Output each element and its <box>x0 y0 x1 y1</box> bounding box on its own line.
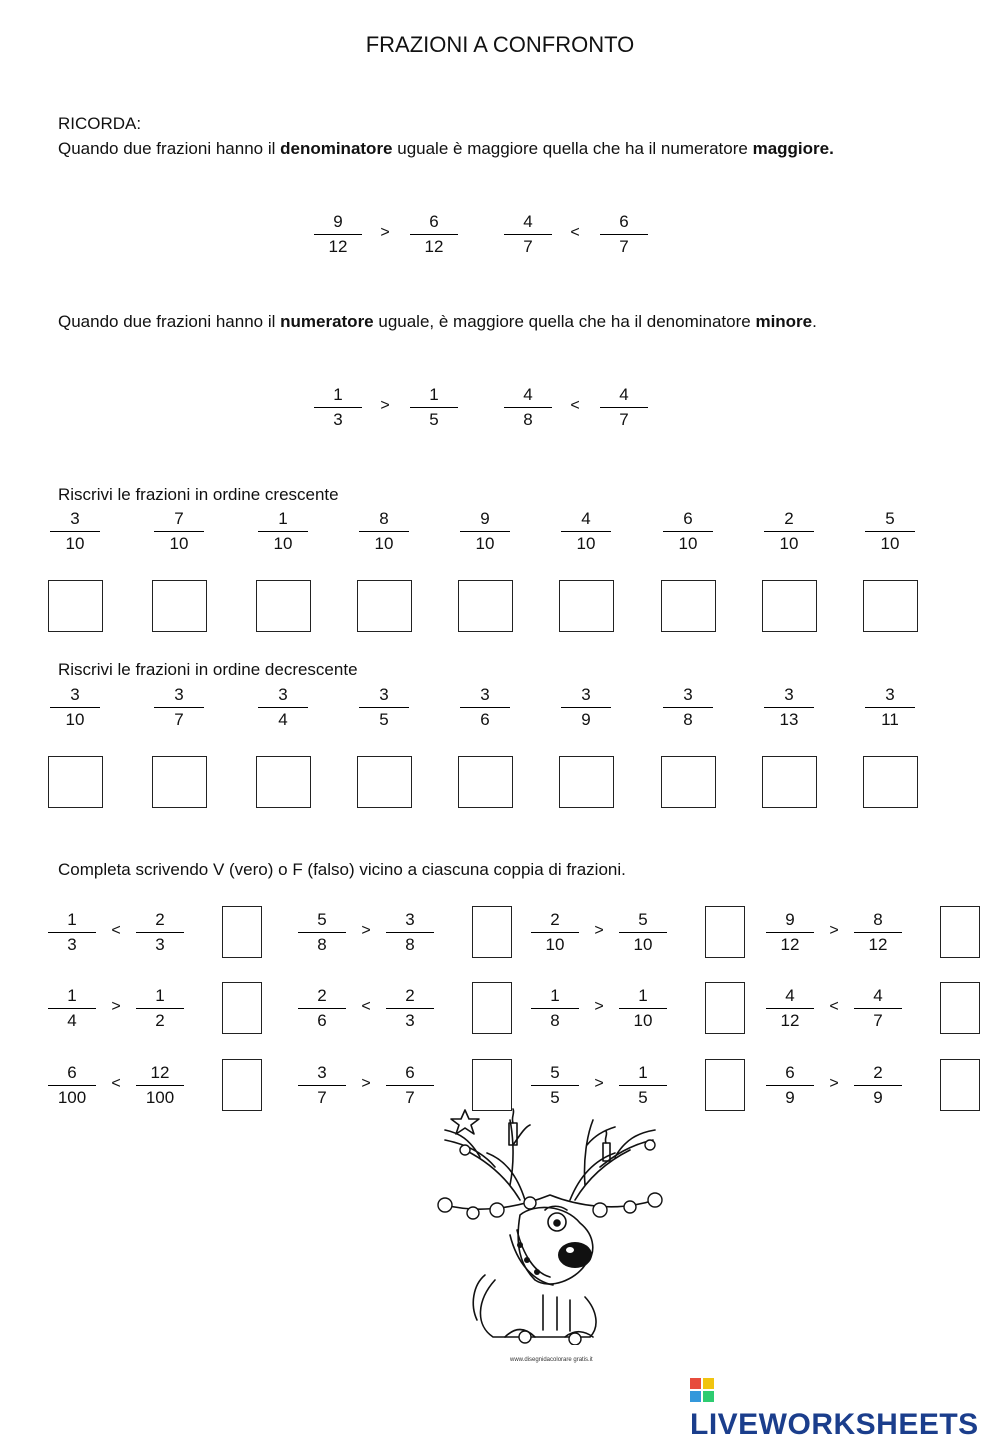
order-fraction <box>764 685 814 730</box>
numerator: 9 <box>785 910 795 929</box>
numerator: 3 <box>581 685 591 704</box>
comparison-operator: > <box>594 922 604 939</box>
denominator: 13 <box>779 710 799 729</box>
example-fraction-left <box>504 212 552 257</box>
fraction-bar <box>504 234 552 235</box>
fraction-bar <box>359 531 409 532</box>
tf-fraction-right <box>854 1063 902 1108</box>
numerator: 1 <box>429 385 439 404</box>
fraction-bar <box>314 407 362 408</box>
fraction-bar <box>136 1085 184 1086</box>
comparison-operator: > <box>380 397 390 414</box>
reindeer-illustration <box>425 1105 675 1345</box>
tf-fraction-right <box>386 910 434 955</box>
numerator: 8 <box>873 910 883 929</box>
page-title: FRAZIONI A CONFRONTO <box>365 32 635 57</box>
tf-fraction-right <box>136 910 184 955</box>
denominator: 8 <box>405 935 415 954</box>
fraction-bar <box>258 707 308 708</box>
comparison-operator: > <box>829 1075 839 1092</box>
numerator: 3 <box>70 509 80 528</box>
numerator: 3 <box>70 685 80 704</box>
tf-fraction-right <box>854 986 902 1031</box>
numerator: 1 <box>278 509 288 528</box>
denominator: 7 <box>523 237 533 256</box>
numerator: 1 <box>550 986 560 1005</box>
tf-fraction-right <box>386 1063 434 1108</box>
tf-fraction-right <box>386 986 434 1031</box>
answer-box[interactable] <box>863 580 918 632</box>
denominator: 9 <box>873 1088 883 1107</box>
numerator: 3 <box>784 685 794 704</box>
true-false-box[interactable] <box>705 906 745 958</box>
true-false-box[interactable] <box>472 1059 512 1111</box>
answer-box[interactable] <box>152 756 207 808</box>
denominator: 10 <box>273 534 293 553</box>
numerator: 6 <box>683 509 693 528</box>
denominator: 4 <box>67 1011 77 1030</box>
numerator: 12 <box>150 1063 170 1082</box>
example-fraction-left <box>314 385 362 430</box>
denominator: 4 <box>278 710 288 729</box>
true-false-box[interactable] <box>472 906 512 958</box>
tf-fraction-left <box>298 910 346 955</box>
fraction-bar <box>619 1008 667 1009</box>
denominator: 7 <box>619 410 629 429</box>
order-fraction <box>561 685 611 730</box>
numerator: 2 <box>405 986 415 1005</box>
numerator: 9 <box>480 509 490 528</box>
denominator: 7 <box>405 1088 415 1107</box>
answer-box[interactable] <box>661 756 716 808</box>
fraction-bar <box>619 932 667 933</box>
order-fraction <box>460 509 510 554</box>
fraction-bar <box>663 531 713 532</box>
tf-fraction-left <box>48 910 96 955</box>
fraction-bar <box>531 1085 579 1086</box>
denominator: 3 <box>67 935 77 954</box>
numerator: 4 <box>619 385 629 404</box>
comparison-operator: > <box>594 998 604 1015</box>
denominator: 8 <box>550 1011 560 1030</box>
example-fraction-right <box>600 212 648 257</box>
fraction-bar <box>460 531 510 532</box>
fraction-bar <box>561 531 611 532</box>
numerator: 2 <box>784 509 794 528</box>
denominator: 10 <box>779 534 799 553</box>
numerator: 5 <box>550 1063 560 1082</box>
denominator: 10 <box>169 534 189 553</box>
order-fraction <box>663 685 713 730</box>
fraction-bar <box>154 707 204 708</box>
denominator: 3 <box>333 410 343 429</box>
order-fraction <box>258 685 308 730</box>
fraction-bar <box>600 407 648 408</box>
denominator: 7 <box>174 710 184 729</box>
tf-fraction-right <box>619 1063 667 1108</box>
numerator: 3 <box>885 685 895 704</box>
denominator: 3 <box>155 935 165 954</box>
comparison-operator: > <box>361 1075 371 1092</box>
liveworksheets-logo <box>690 1374 1000 1442</box>
numerator: 3 <box>683 685 693 704</box>
numerator: 4 <box>523 212 533 231</box>
order-fraction <box>359 509 409 554</box>
fraction-bar <box>386 1008 434 1009</box>
fraction-bar <box>258 531 308 532</box>
answer-box[interactable] <box>762 756 817 808</box>
fraction-bar <box>764 531 814 532</box>
order-fraction <box>359 685 409 730</box>
denominator: 11 <box>881 710 899 729</box>
descending-instruction: Riscrivi le frazioni in ordine decrescente <box>58 660 358 679</box>
numerator: 4 <box>873 986 883 1005</box>
numerator: 3 <box>278 685 288 704</box>
tf-fraction-left <box>48 986 96 1031</box>
fraction-bar <box>314 234 362 235</box>
denominator: 10 <box>374 534 394 553</box>
answer-box[interactable] <box>256 756 311 808</box>
rule-numerator: Quando due frazioni hanno il numeratore uguale, è maggiore quella che ha il denominatore minore. <box>58 312 817 331</box>
numerator: 2 <box>550 910 560 929</box>
fraction-bar <box>531 1008 579 1009</box>
tf-fraction-right <box>854 910 902 955</box>
order-fraction <box>865 685 915 730</box>
true-false-box[interactable] <box>222 1059 262 1111</box>
denominator: 5 <box>550 1088 560 1107</box>
denominator: 8 <box>683 710 693 729</box>
numerator: 7 <box>174 509 184 528</box>
fraction-bar <box>766 1008 814 1009</box>
fraction-bar <box>504 407 552 408</box>
numerator: 2 <box>317 986 327 1005</box>
true-false-box[interactable] <box>940 906 980 958</box>
numerator: 1 <box>638 1063 648 1082</box>
example-fraction-right <box>410 385 458 430</box>
true-false-box[interactable] <box>940 982 980 1034</box>
tf-fraction-left <box>531 910 579 955</box>
numerator: 3 <box>317 1063 327 1082</box>
fraction-bar <box>865 707 915 708</box>
denominator: 7 <box>619 237 629 256</box>
answer-box[interactable] <box>48 580 103 632</box>
denominator: 5 <box>379 710 389 729</box>
comparison-operator: < <box>111 922 121 939</box>
numerator: 6 <box>405 1063 415 1082</box>
answer-box[interactable] <box>48 756 103 808</box>
example-fraction-right <box>600 385 648 430</box>
denominator: 10 <box>633 1011 653 1030</box>
comparison-operator: > <box>111 998 121 1015</box>
order-fraction <box>460 685 510 730</box>
fraction-bar <box>854 932 902 933</box>
tf-fraction-left <box>298 986 346 1031</box>
denominator: 6 <box>317 1011 327 1030</box>
denominator: 10 <box>576 534 596 553</box>
fraction-bar <box>854 1008 902 1009</box>
tf-fraction-left <box>531 1063 579 1108</box>
denominator: 100 <box>145 1088 175 1107</box>
answer-box[interactable] <box>152 580 207 632</box>
order-fraction <box>154 509 204 554</box>
denominator: 7 <box>317 1088 327 1107</box>
true-false-box[interactable] <box>940 1059 980 1111</box>
tf-fraction-left <box>766 910 814 955</box>
tf-fraction-left <box>766 1063 814 1108</box>
true-false-box[interactable] <box>222 906 262 958</box>
answer-box[interactable] <box>559 756 614 808</box>
numerator: 2 <box>155 910 165 929</box>
tf-fraction-left <box>298 1063 346 1108</box>
fraction-bar <box>48 1008 96 1009</box>
tf-fraction-right <box>619 910 667 955</box>
denominator: 9 <box>785 1088 795 1107</box>
numerator: 9 <box>333 212 343 231</box>
fraction-bar <box>663 707 713 708</box>
numerator: 4 <box>581 509 591 528</box>
comparison-operator: < <box>111 1075 121 1092</box>
comparison-operator: > <box>361 922 371 939</box>
example-fraction-left <box>504 385 552 430</box>
remember-label: RICORDA: <box>58 114 142 133</box>
denominator: 10 <box>880 534 900 553</box>
denominator: 12 <box>424 237 444 256</box>
order-fraction <box>663 509 713 554</box>
fraction-bar <box>298 1085 346 1086</box>
answer-box[interactable] <box>661 580 716 632</box>
answer-box[interactable] <box>762 580 817 632</box>
tf-fraction-right <box>136 986 184 1031</box>
fraction-bar <box>764 707 814 708</box>
tf-fraction-right <box>136 1063 184 1108</box>
comparison-operator: < <box>570 224 580 241</box>
answer-box[interactable] <box>458 580 513 632</box>
numerator: 3 <box>480 685 490 704</box>
numerator: 2 <box>873 1063 883 1082</box>
true-false-instruction: Completa scrivendo V (vero) o F (falso) vicino a ciascuna coppia di frazioni. <box>58 860 626 879</box>
fraction-bar <box>600 234 648 235</box>
order-fraction <box>561 509 611 554</box>
denominator: 3 <box>405 1011 415 1030</box>
answer-box[interactable] <box>863 756 918 808</box>
answer-box[interactable] <box>559 580 614 632</box>
comparison-operator: < <box>829 998 839 1015</box>
fraction-bar <box>154 531 204 532</box>
denominator: 10 <box>545 935 565 954</box>
numerator: 8 <box>379 509 389 528</box>
denominator: 2 <box>155 1011 165 1030</box>
numerator: 3 <box>174 685 184 704</box>
numerator: 1 <box>67 986 77 1005</box>
fraction-bar <box>298 932 346 933</box>
tf-fraction-right <box>619 986 667 1031</box>
numerator: 3 <box>405 910 415 929</box>
comparison-operator: > <box>380 224 390 241</box>
fraction-bar <box>410 407 458 408</box>
denominator: 10 <box>65 710 85 729</box>
numerator: 4 <box>523 385 533 404</box>
numerator: 3 <box>379 685 389 704</box>
denominator: 12 <box>328 237 348 256</box>
true-false-box[interactable] <box>472 982 512 1034</box>
example-fraction-right <box>410 212 458 257</box>
denominator: 12 <box>868 935 888 954</box>
fraction-bar <box>386 932 434 933</box>
liveworksheets-logo-text: LIVEWORKSHEETS <box>690 1408 979 1441</box>
fraction-bar <box>298 1008 346 1009</box>
tf-fraction-left <box>531 986 579 1031</box>
comparison-operator: < <box>361 998 371 1015</box>
numerator: 6 <box>785 1063 795 1082</box>
fraction-bar <box>854 1085 902 1086</box>
order-fraction <box>50 509 100 554</box>
denominator: 6 <box>480 710 490 729</box>
fraction-bar <box>460 707 510 708</box>
liveworksheets-logo-icon <box>690 1378 714 1402</box>
tf-fraction-left <box>48 1063 96 1108</box>
denominator: 12 <box>780 935 800 954</box>
fraction-bar <box>48 1085 96 1086</box>
answer-box[interactable] <box>256 580 311 632</box>
denominator: 10 <box>65 534 85 553</box>
numerator: 6 <box>619 212 629 231</box>
fraction-bar <box>766 932 814 933</box>
fraction-bar <box>136 932 184 933</box>
denominator: 8 <box>317 935 327 954</box>
denominator: 10 <box>678 534 698 553</box>
fraction-bar <box>561 707 611 708</box>
denominator: 5 <box>429 410 439 429</box>
order-fraction <box>154 685 204 730</box>
rule-denominator: Quando due frazioni hanno il denominatore uguale è maggiore quella che ha il numeratore maggiore. <box>58 139 834 158</box>
denominator: 12 <box>780 1011 800 1030</box>
numerator: 6 <box>429 212 439 231</box>
answer-box[interactable] <box>357 580 412 632</box>
denominator: 10 <box>475 534 495 553</box>
fraction-bar <box>766 1085 814 1086</box>
illustration-credit: www.disegnidacolorare gratis.it <box>510 1357 593 1363</box>
denominator: 5 <box>638 1088 648 1107</box>
fraction-bar <box>865 531 915 532</box>
fraction-bar <box>48 932 96 933</box>
numerator: 1 <box>333 385 343 404</box>
fraction-bar <box>531 932 579 933</box>
fraction-bar <box>50 531 100 532</box>
answer-box[interactable] <box>458 756 513 808</box>
fraction-bar <box>50 707 100 708</box>
order-fraction <box>50 685 100 730</box>
numerator: 6 <box>67 1063 77 1082</box>
true-false-box[interactable] <box>222 982 262 1034</box>
denominator: 7 <box>873 1011 883 1030</box>
denominator: 10 <box>633 935 653 954</box>
denominator: 100 <box>57 1088 87 1107</box>
comparison-operator: < <box>570 397 580 414</box>
comparison-operator: > <box>829 922 839 939</box>
answer-box[interactable] <box>357 756 412 808</box>
fraction-bar <box>410 234 458 235</box>
fraction-bar <box>136 1008 184 1009</box>
numerator: 5 <box>317 910 327 929</box>
example-fraction-left <box>314 212 362 257</box>
numerator: 1 <box>155 986 165 1005</box>
numerator: 1 <box>638 986 648 1005</box>
true-false-box[interactable] <box>705 982 745 1034</box>
denominator: 9 <box>581 710 591 729</box>
order-fraction <box>865 509 915 554</box>
numerator: 5 <box>638 910 648 929</box>
fraction-bar <box>619 1085 667 1086</box>
numerator: 1 <box>67 910 77 929</box>
comparison-operator: > <box>594 1075 604 1092</box>
denominator: 8 <box>523 410 533 429</box>
numerator: 5 <box>885 509 895 528</box>
numerator: 4 <box>785 986 795 1005</box>
fraction-bar <box>359 707 409 708</box>
tf-fraction-left <box>766 986 814 1031</box>
order-fraction <box>258 509 308 554</box>
true-false-box[interactable] <box>705 1059 745 1111</box>
fraction-bar <box>386 1085 434 1086</box>
ascending-instruction: Riscrivi le frazioni in ordine crescente <box>58 485 339 504</box>
order-fraction <box>764 509 814 554</box>
